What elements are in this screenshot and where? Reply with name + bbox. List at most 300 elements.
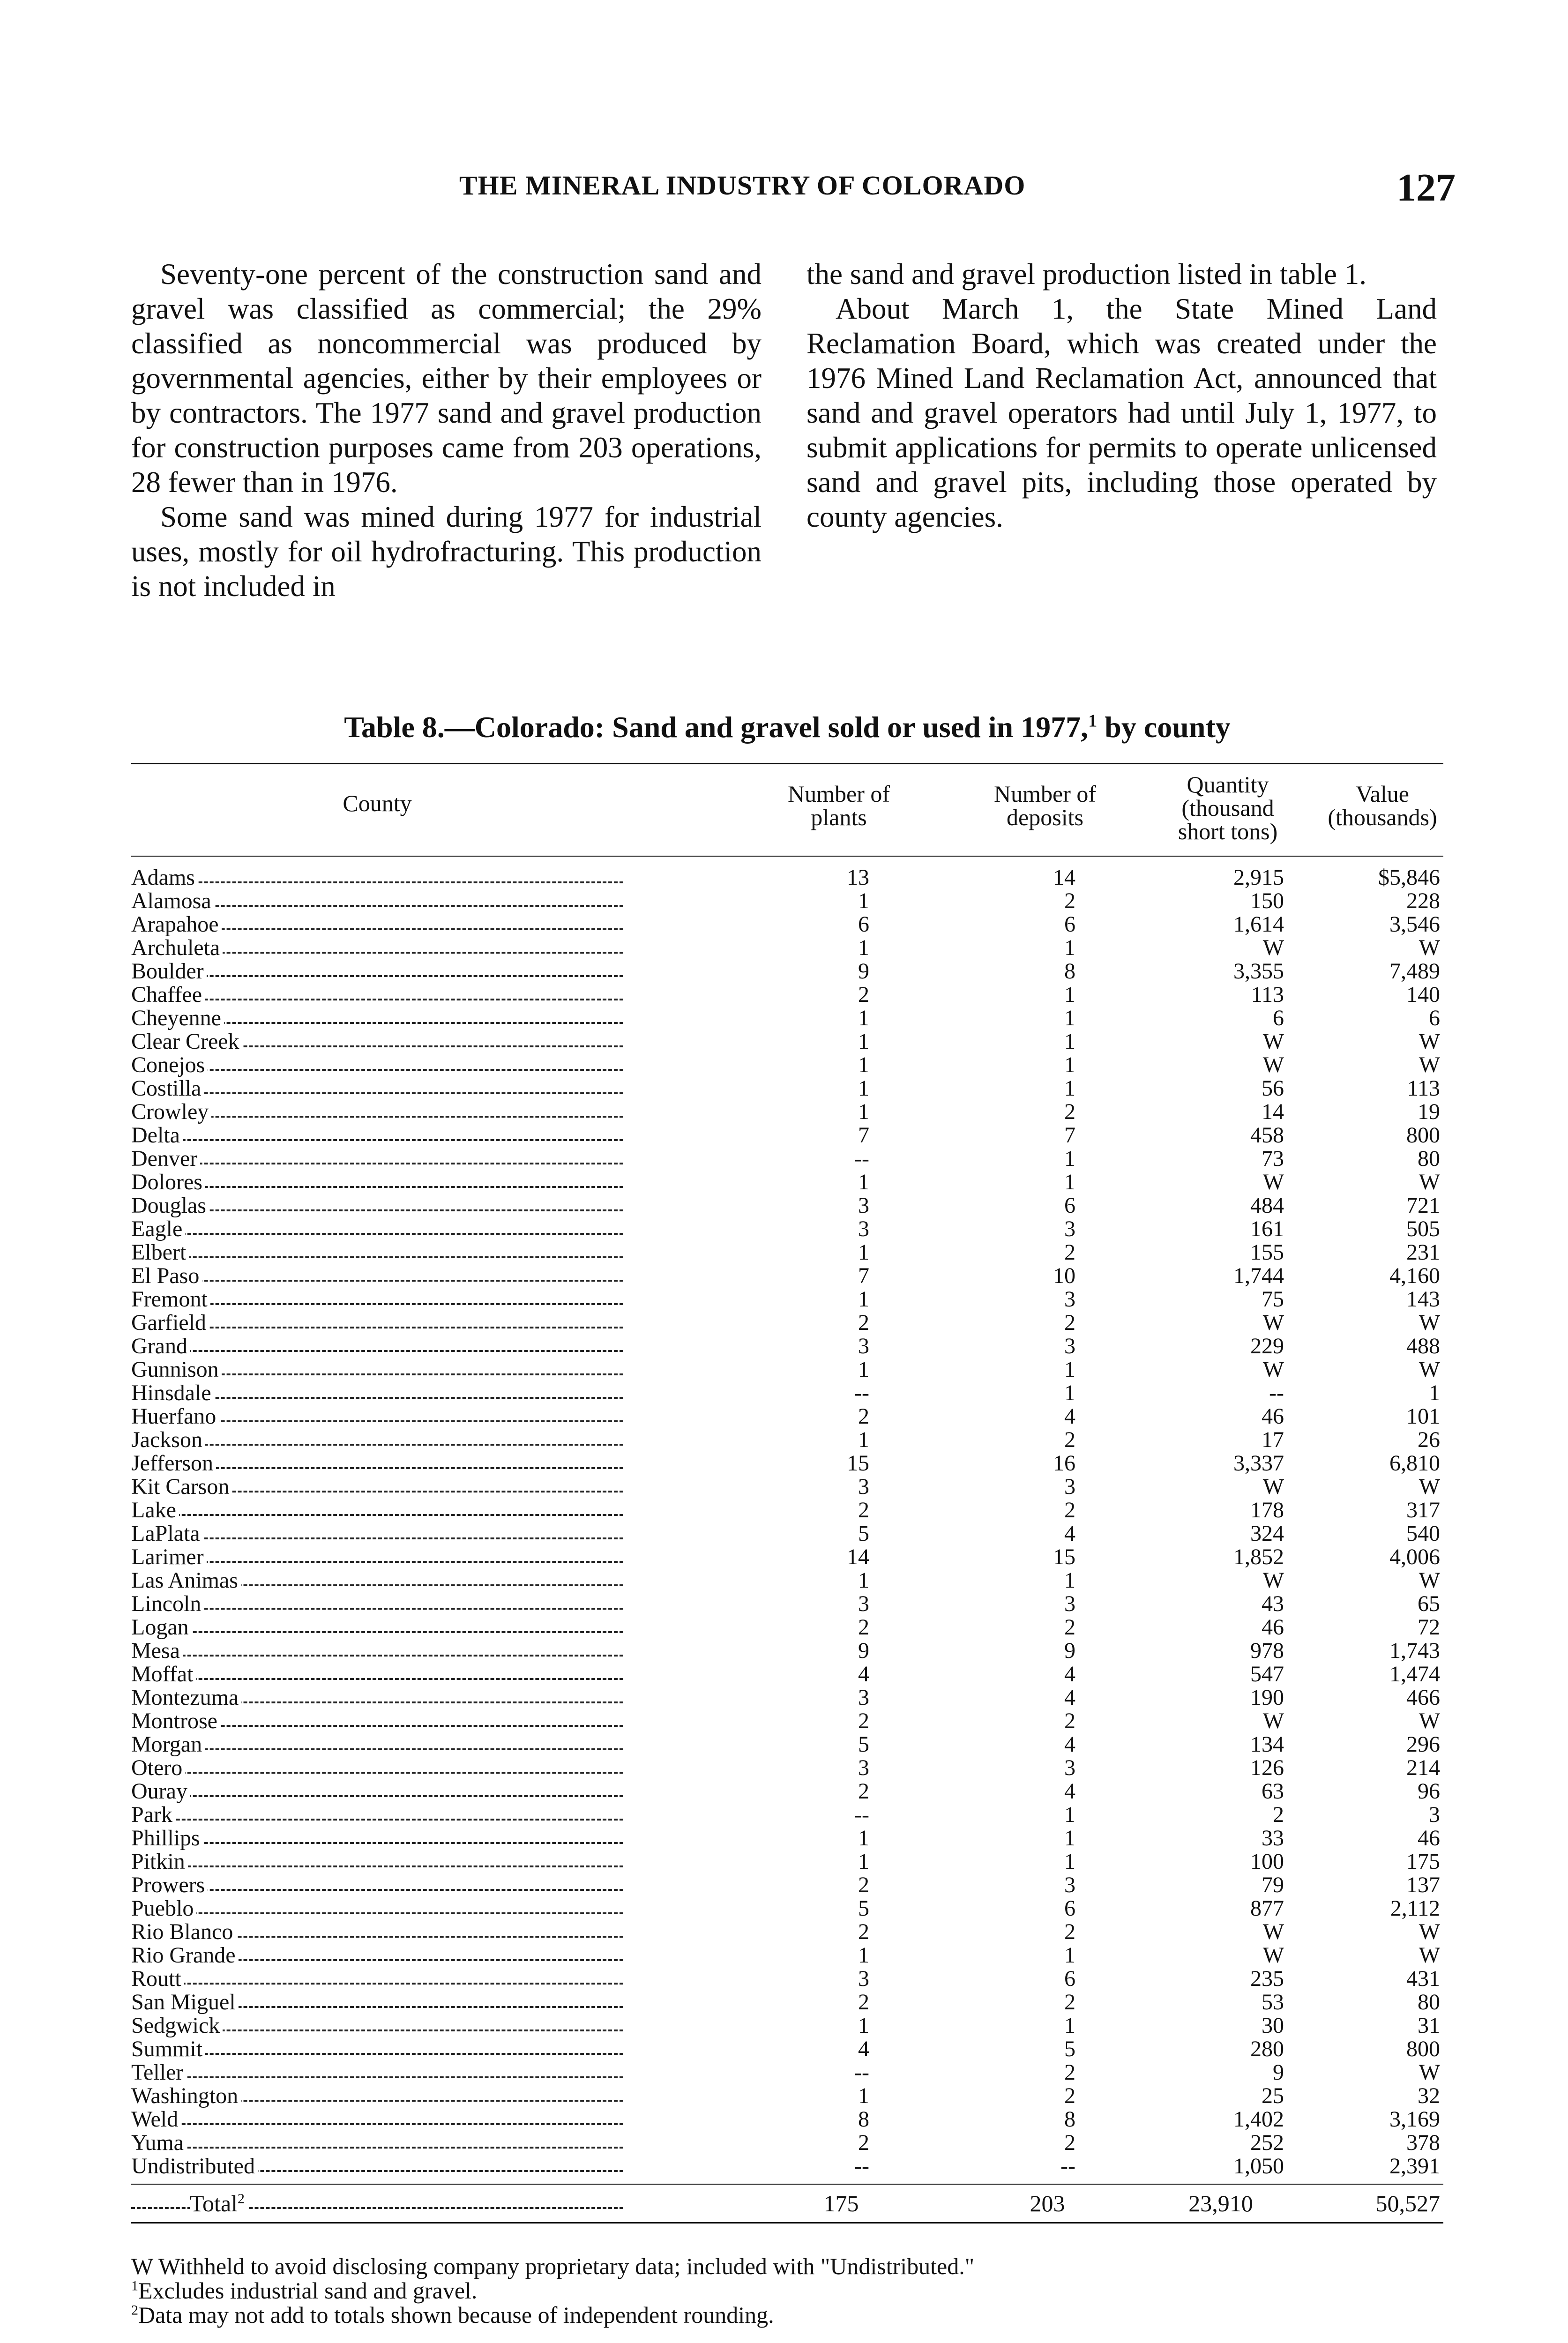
quantity-cell: 46 [1262, 1615, 1284, 1640]
plants-cell: 3 [858, 1334, 869, 1358]
value-cell: W [1419, 1357, 1440, 1382]
total-label: Total$^2$ [131, 2185, 623, 2222]
value-cell: 137 [1406, 1873, 1440, 1897]
table-row [131, 1639, 1443, 1663]
county-cell: Mesa [131, 1639, 623, 1663]
county-cell: Jefferson [131, 1452, 623, 1475]
table-row [131, 1405, 1443, 1428]
plants-cell: 1 [858, 1943, 869, 1968]
table-row [131, 1663, 1443, 1686]
table-bottom-rule [131, 2222, 1443, 2224]
quantity-cell: 100 [1250, 1849, 1284, 1874]
quantity-cell: 2,915 [1233, 865, 1284, 890]
county-cell: LaPlata [131, 1522, 623, 1545]
plants-cell: 2 [858, 1709, 869, 1733]
quantity-cell: 235 [1250, 1966, 1284, 1991]
county-cell: Denver [131, 1147, 623, 1171]
deposits-cell: 2 [1064, 1919, 1075, 1944]
table-row [131, 1475, 1443, 1499]
value-cell: 800 [1406, 1123, 1440, 1148]
table-row [131, 889, 1443, 913]
plants-cell: 7 [858, 1263, 869, 1288]
paragraph: About March 1, the State Mined Land Reclamation Board, which was created under the 1976 Mined Land Reclamation Act, announced that sand and gravel operators had until July 1, 1977, to submit applications for permits to operate unlicensed sand and gravel pits, including those operated by county agencies. [806, 292, 1437, 533]
deposits-cell: 2 [1064, 888, 1075, 913]
county-cell: Hinsdale [131, 1381, 623, 1405]
plants-cell: 9 [858, 1638, 869, 1663]
value-cell: 26 [1418, 1427, 1440, 1452]
plants-cell: -- [854, 2060, 869, 2085]
quantity-cell: 14 [1262, 1099, 1284, 1124]
quantity-cell: 3,337 [1233, 1451, 1284, 1476]
total-plants: 175 [823, 2190, 859, 2216]
quantity-cell: 155 [1250, 1240, 1284, 1265]
deposits-cell: 1 [1064, 1052, 1075, 1077]
table-row [131, 2037, 1443, 2061]
county-cell: Logan [131, 1616, 623, 1639]
deposits-cell: 2 [1064, 1990, 1075, 2015]
value-cell: 72 [1418, 1615, 1440, 1640]
quantity-cell: W [1262, 1709, 1284, 1733]
county-cell: Huerfano [131, 1405, 623, 1428]
plants-cell: 2 [858, 1779, 869, 1804]
value-cell: 231 [1406, 1240, 1440, 1265]
county-cell: Phillips [131, 1827, 623, 1850]
value-cell: 466 [1406, 1685, 1440, 1710]
table-row [131, 1194, 1443, 1217]
deposits-cell: -- [1060, 2154, 1075, 2179]
value-cell: W [1419, 1029, 1440, 1054]
plants-cell: 14 [847, 1545, 869, 1569]
quantity-cell: 43 [1262, 1591, 1284, 1616]
county-cell: Kit Carson [131, 1475, 623, 1499]
quantity-cell: 1,402 [1233, 2107, 1284, 2132]
table-total-row [131, 2185, 1443, 2222]
county-cell: Jackson [131, 1428, 623, 1452]
table-row [131, 1944, 1443, 1967]
left-column [131, 257, 762, 604]
value-cell: 96 [1418, 1779, 1440, 1804]
table-row [131, 1030, 1443, 1053]
quantity-cell: 73 [1262, 1146, 1284, 1171]
value-cell: 65 [1418, 1591, 1440, 1616]
table-row [131, 1499, 1443, 1522]
county-cell: Pueblo [131, 1897, 623, 1920]
value-cell: 113 [1407, 1076, 1440, 1101]
county-cell: Ouray [131, 1780, 623, 1803]
table-row [131, 1873, 1443, 1897]
value-cell: W [1419, 1310, 1440, 1335]
county-cell: Washington [131, 2084, 623, 2108]
plants-cell: 1 [858, 1052, 869, 1077]
table-row [131, 1077, 1443, 1100]
county-cell: Montezuma [131, 1686, 623, 1709]
value-cell: 6 [1429, 1006, 1440, 1030]
deposits-cell: 1 [1064, 1146, 1075, 1171]
deposits-cell: 1 [1064, 2013, 1075, 2038]
table-row [131, 1288, 1443, 1311]
quantity-cell: 63 [1262, 1779, 1284, 1804]
plants-cell: 1 [858, 1029, 869, 1054]
deposits-cell: 1 [1064, 1849, 1075, 1874]
deposits-cell: 6 [1064, 1896, 1075, 1921]
plants-cell: 13 [847, 865, 869, 890]
county-cell: Douglas [131, 1194, 623, 1217]
quantity-cell: 30 [1262, 2013, 1284, 2038]
quantity-cell: 53 [1262, 1990, 1284, 2015]
header-county: County [343, 790, 412, 816]
table-row [131, 866, 1443, 889]
table-row [131, 1991, 1443, 2014]
plants-cell: 8 [858, 2107, 869, 2132]
value-cell: W [1419, 2060, 1440, 2085]
plants-cell: 3 [858, 1685, 869, 1710]
value-cell: 4,160 [1389, 1263, 1440, 1288]
deposits-cell: 1 [1064, 935, 1075, 960]
paragraph: Some sand was mined during 1977 for industrial uses, mostly for oil hydrofracturing. This production is not included in [131, 500, 762, 603]
table-row [131, 1358, 1443, 1381]
county-cell: Sedgwick [131, 2014, 623, 2037]
table-title: Table 8.—Colorado: Sand and gravel sold or used in 1977,$^1$ by county [344, 710, 1231, 744]
quantity-cell: W [1262, 1052, 1284, 1077]
county-cell: Eagle [131, 1217, 623, 1241]
county-cell: Dolores [131, 1171, 623, 1194]
table-row [131, 983, 1443, 1007]
county-cell: Teller [131, 2061, 623, 2084]
value-cell: W [1419, 1170, 1440, 1194]
deposits-cell: 2 [1064, 1498, 1075, 1522]
quantity-cell: W [1262, 1310, 1284, 1335]
county-cell: Arapahoe [131, 913, 623, 936]
plants-cell: 1 [858, 1006, 869, 1030]
table-row [131, 1217, 1443, 1241]
table-row [131, 1428, 1443, 1452]
deposits-cell: 2 [1064, 1310, 1075, 1335]
value-cell: W [1419, 1709, 1440, 1733]
county-cell: Archuleta [131, 936, 623, 960]
value-cell: 6,810 [1389, 1451, 1440, 1476]
value-cell: 140 [1406, 982, 1440, 1007]
quantity-cell: 79 [1262, 1873, 1284, 1897]
county-cell: Conejos [131, 1053, 623, 1077]
plants-cell: 1 [858, 1427, 869, 1452]
plants-cell: 2 [858, 1873, 869, 1897]
county-cell: Delta [131, 1124, 623, 1147]
plants-cell: 2 [858, 1310, 869, 1335]
plants-cell: -- [854, 1802, 869, 1827]
table-row [131, 1452, 1443, 1475]
plants-cell: 2 [858, 1990, 869, 2015]
county-cell: Chaffee [131, 983, 623, 1007]
county-cell: Montrose [131, 1709, 623, 1733]
deposits-cell: 14 [1053, 865, 1075, 890]
deposits-cell: 1 [1064, 1943, 1075, 1968]
quantity-cell: 113 [1251, 982, 1284, 1007]
plants-cell: 2 [858, 1498, 869, 1522]
plants-cell: 5 [858, 1896, 869, 1921]
quantity-cell: 1,744 [1233, 1263, 1284, 1288]
county-cell: Prowers [131, 1873, 623, 1897]
quantity-cell: 161 [1250, 1216, 1284, 1241]
plants-cell: 2 [858, 1919, 869, 1944]
deposits-cell: 3 [1064, 1755, 1075, 1780]
value-cell: 2,391 [1389, 2154, 1440, 2179]
table-row [131, 1569, 1443, 1592]
plants-cell: 1 [858, 1240, 869, 1265]
table-row [131, 1311, 1443, 1335]
county-cell: Las Animas [131, 1569, 623, 1592]
value-cell: 1,743 [1389, 1638, 1440, 1663]
plants-cell: 1 [858, 1170, 869, 1194]
deposits-cell: 1 [1064, 1826, 1075, 1851]
header-deposits: Number of deposits [994, 781, 1096, 830]
county-cell: Summit [131, 2037, 623, 2061]
quantity-cell: -- [1269, 1380, 1284, 1405]
plants-cell: 1 [858, 1849, 869, 1874]
plants-cell: 6 [858, 912, 869, 937]
table-row [131, 2155, 1443, 2178]
quantity-cell: 280 [1250, 2037, 1284, 2061]
table-row [131, 1124, 1443, 1147]
total-quantity: 23,910 [1188, 2190, 1253, 2216]
county-cell: Routt [131, 1967, 623, 1991]
county-cell: Gunnison [131, 1358, 623, 1381]
table-body [131, 866, 1443, 2178]
table-row [131, 913, 1443, 936]
quantity-cell: 877 [1250, 1896, 1284, 1921]
deposits-cell: 1 [1064, 1380, 1075, 1405]
deposits-cell: 4 [1064, 1685, 1075, 1710]
plants-cell: 9 [858, 959, 869, 984]
quantity-cell: 190 [1250, 1685, 1284, 1710]
value-cell: 1 [1429, 1380, 1440, 1405]
table-row [131, 1053, 1443, 1077]
value-cell: 31 [1418, 2013, 1440, 2038]
header-plants: Number of plants [788, 781, 890, 830]
deposits-cell: 1 [1064, 1170, 1075, 1194]
county-cell: Lake [131, 1499, 623, 1522]
plants-cell: 1 [858, 1099, 869, 1124]
deposits-cell: 9 [1064, 1638, 1075, 1663]
value-cell: 214 [1406, 1755, 1440, 1780]
footnote-1: $^1$Excludes industrial sand and gravel. [131, 2277, 478, 2304]
deposits-cell: 2 [1064, 1427, 1075, 1452]
table-row [131, 1007, 1443, 1030]
deposits-cell: 1 [1064, 1357, 1075, 1382]
value-cell: 7,489 [1389, 959, 1440, 984]
value-cell: W [1419, 1919, 1440, 1944]
quantity-cell: 150 [1250, 888, 1284, 913]
county-cell: San Miguel [131, 1991, 623, 2014]
county-cell: Costilla [131, 1077, 623, 1100]
plants-cell: 3 [858, 1591, 869, 1616]
table-row [131, 1897, 1443, 1920]
deposits-cell: 4 [1064, 1732, 1075, 1757]
county-cell: Cheyenne [131, 1007, 623, 1030]
table-row [131, 960, 1443, 983]
total-deposits: 203 [1030, 2190, 1065, 2216]
county-cell: Alamosa [131, 889, 623, 913]
deposits-cell: 1 [1064, 1802, 1075, 1827]
plants-cell: 3 [858, 1193, 869, 1218]
plants-cell: 3 [858, 1216, 869, 1241]
deposits-cell: 3 [1064, 1591, 1075, 1616]
plants-cell: 2 [858, 982, 869, 1007]
table-row [131, 1733, 1443, 1756]
deposits-cell: 2 [1064, 2083, 1075, 2108]
value-cell: W [1419, 1474, 1440, 1499]
value-cell: 540 [1406, 1521, 1440, 1546]
county-cell: Park [131, 1803, 623, 1827]
total-value: 50,527 [1375, 2190, 1440, 2216]
value-cell: 3,546 [1389, 912, 1440, 937]
quantity-cell: 46 [1262, 1404, 1284, 1429]
county-cell: Grand [131, 1335, 623, 1358]
plants-cell: 1 [858, 2083, 869, 2108]
quantity-cell: 178 [1250, 1498, 1284, 1522]
page-header-title: THE MINERAL INDUSTRY OF COLORADO [459, 170, 1026, 201]
value-cell: 431 [1406, 1966, 1440, 1991]
plants-cell: 1 [858, 888, 869, 913]
plants-cell: 3 [858, 1966, 869, 1991]
county-cell: Garfield [131, 1311, 623, 1335]
value-cell: W [1419, 935, 1440, 960]
table-header [131, 764, 1443, 856]
value-cell: 228 [1406, 888, 1440, 913]
table-row [131, 1335, 1443, 1358]
plants-cell: 1 [858, 935, 869, 960]
county-cell: El Paso [131, 1264, 623, 1288]
table-row [131, 1100, 1443, 1124]
plants-cell: 1 [858, 1568, 869, 1593]
quantity-cell: 33 [1262, 1826, 1284, 1851]
paragraph: the sand and gravel production listed in table 1. [806, 258, 1366, 291]
footnote-withheld: W Withheld to avoid disclosing company proprietary data; included with "Undistributed." [131, 2253, 975, 2279]
plants-cell: 2 [858, 1615, 869, 1640]
plants-cell: 4 [858, 1662, 869, 1686]
quantity-cell: 547 [1250, 1662, 1284, 1686]
table-row [131, 1686, 1443, 1709]
value-cell: 317 [1406, 1498, 1440, 1522]
value-cell: W [1419, 1943, 1440, 1968]
value-cell: 4,006 [1389, 1545, 1440, 1569]
footnote-2: $^2$Data may not add to totals shown because of independent rounding. [131, 2302, 774, 2328]
plants-cell: -- [854, 2154, 869, 2179]
county-cell: Crowley [131, 1100, 623, 1124]
deposits-cell: 4 [1064, 1404, 1075, 1429]
table-row [131, 2061, 1443, 2084]
value-cell: 80 [1418, 1146, 1440, 1171]
page-number: 127 [1396, 166, 1456, 209]
data-table [131, 763, 1443, 2224]
county-cell: Moffat [131, 1663, 623, 1686]
deposits-cell: 3 [1064, 1873, 1075, 1897]
county-cell: Weld [131, 2108, 623, 2131]
quantity-cell: W [1262, 1474, 1284, 1499]
plants-cell: 1 [858, 1287, 869, 1312]
deposits-cell: 2 [1064, 1615, 1075, 1640]
deposits-cell: 7 [1064, 1123, 1075, 1148]
table-row [131, 2084, 1443, 2108]
plants-cell: 5 [858, 1732, 869, 1757]
quantity-cell: 458 [1250, 1123, 1284, 1148]
value-cell: 32 [1418, 2083, 1440, 2108]
value-cell: 80 [1418, 1990, 1440, 2015]
quantity-cell: W [1262, 1357, 1284, 1382]
quantity-cell: W [1262, 1568, 1284, 1593]
deposits-cell: 6 [1064, 1193, 1075, 1218]
quantity-cell: W [1262, 1919, 1284, 1944]
deposits-cell: 4 [1064, 1521, 1075, 1546]
deposits-cell: 1 [1064, 1076, 1075, 1101]
deposits-cell: 5 [1064, 2037, 1075, 2061]
deposits-cell: 1 [1064, 982, 1075, 1007]
county-cell: Adams [131, 866, 623, 889]
quantity-cell: 56 [1262, 1076, 1284, 1101]
quantity-cell: 9 [1273, 2060, 1284, 2085]
quantity-cell: W [1262, 1029, 1284, 1054]
table-row [131, 2014, 1443, 2037]
value-cell: $5,846 [1378, 865, 1440, 890]
deposits-cell: 2 [1064, 1709, 1075, 1733]
deposits-cell: 8 [1064, 2107, 1075, 2132]
county-cell: Otero [131, 1756, 623, 1780]
table-row [131, 1803, 1443, 1827]
deposits-cell: 2 [1064, 2060, 1075, 2085]
plants-cell: 4 [858, 2037, 869, 2061]
deposits-cell: 3 [1064, 1287, 1075, 1312]
quantity-cell: 1,614 [1233, 912, 1284, 937]
deposits-cell: 4 [1064, 1779, 1075, 1804]
county-cell: Fremont [131, 1288, 623, 1311]
deposits-cell: 3 [1064, 1216, 1075, 1241]
value-cell: 721 [1406, 1193, 1440, 1218]
plants-cell: -- [854, 1380, 869, 1405]
value-cell: 19 [1418, 1099, 1440, 1124]
county-cell: Pitkin [131, 1850, 623, 1873]
deposits-cell: 3 [1064, 1334, 1075, 1358]
quantity-cell: 229 [1250, 1334, 1284, 1358]
deposits-cell: 8 [1064, 959, 1075, 984]
right-column [806, 257, 1437, 604]
quantity-cell: 2 [1273, 1802, 1284, 1827]
table-row [131, 1780, 1443, 1803]
plants-cell: 2 [858, 2130, 869, 2155]
table-row [131, 1264, 1443, 1288]
county-cell: Yuma [131, 2131, 623, 2155]
deposits-cell: 6 [1064, 912, 1075, 937]
table-row [131, 1171, 1443, 1194]
table-row [131, 1592, 1443, 1616]
plants-cell: 5 [858, 1521, 869, 1546]
plants-cell: 1 [858, 1076, 869, 1101]
plants-cell: 7 [858, 1123, 869, 1148]
quantity-cell: W [1262, 935, 1284, 960]
body-text [131, 257, 1437, 604]
deposits-cell: 16 [1053, 1451, 1075, 1476]
plants-cell: -- [854, 1146, 869, 1171]
plants-cell: 1 [858, 1826, 869, 1851]
deposits-cell: 1 [1064, 1029, 1075, 1054]
plants-cell: 2 [858, 1404, 869, 1429]
deposits-cell: 15 [1053, 1545, 1075, 1569]
quantity-cell: 3,355 [1233, 959, 1284, 984]
table-row [131, 936, 1443, 960]
table-row [131, 1827, 1443, 1850]
table-row [131, 1709, 1443, 1733]
table-row [131, 1850, 1443, 1873]
deposits-cell: 6 [1064, 1966, 1075, 1991]
quantity-cell: 25 [1262, 2083, 1284, 2108]
